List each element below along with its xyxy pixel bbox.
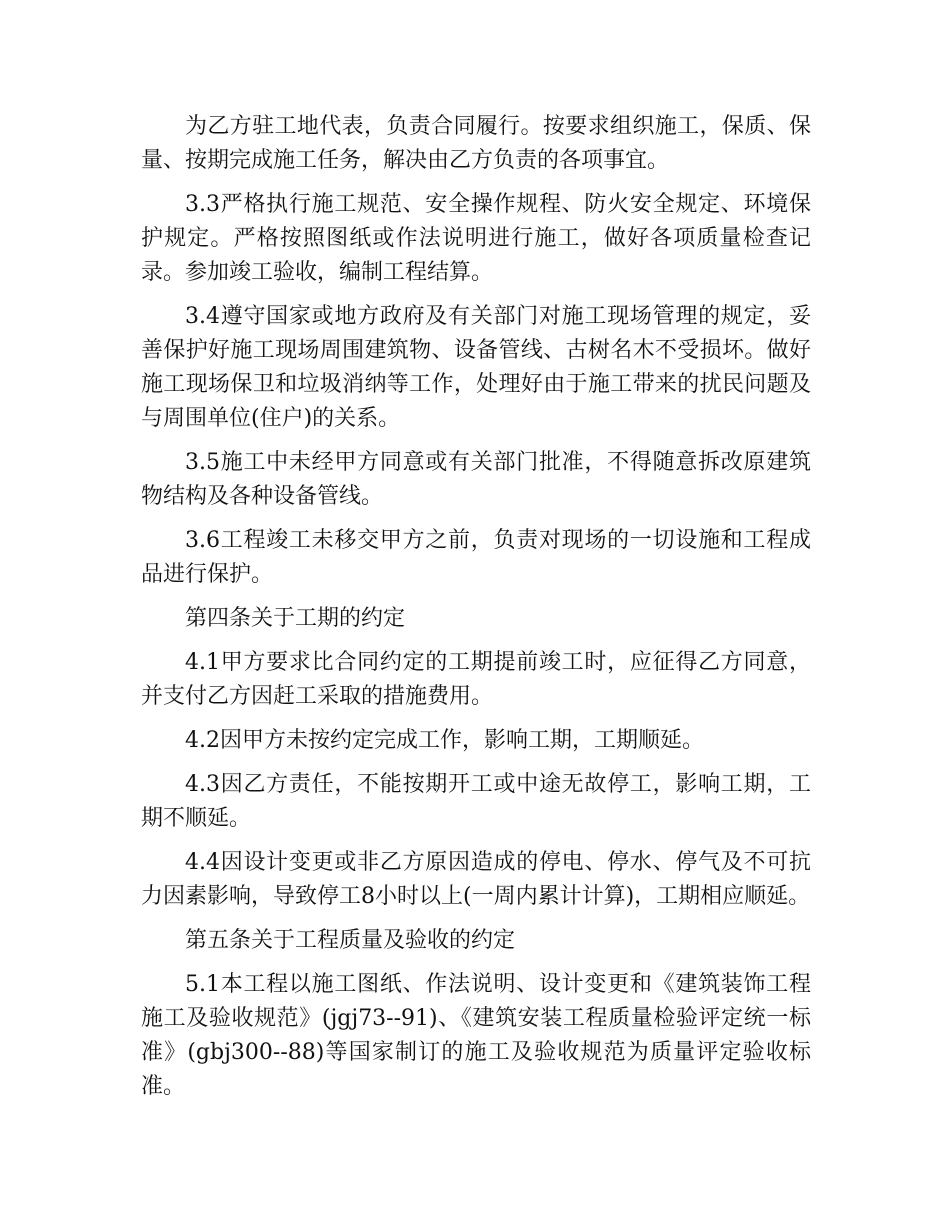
paragraph-4-2: 4.2因甲方未按约定完成工作，影响工期，工期顺延。 xyxy=(185,728,704,753)
section-heading-article-5: 第五条关于工程质量及验收的约定 xyxy=(185,928,516,953)
paragraph-4-1: 4.1甲方要求比合同约定的工期提前竣工时，应征得乙方同意，并支付乙方因赶工采取的措施费用。 xyxy=(141,650,811,709)
paragraph-3-5: 3.5施工中未经甲方同意或有关部门批准，不得随意拆改原建筑物结构及各种设备管线。 xyxy=(141,450,811,509)
paragraph-3-6: 3.6工程竣工未移交甲方之前，负责对现场的一切设施和工程成品进行保护。 xyxy=(141,528,811,587)
section-heading-article-4: 第四条关于工期的约定 xyxy=(185,606,406,631)
paragraph-5-1: 5.1本工程以施工图纸、作法说明、设计变更和《建筑装饰工程施工及验收规范》(jgj73--91)、《建筑安装工程质量检验评定统一标准》(gbj300--88)等国家制订的施工及验收规范为质量评定验收标准。 xyxy=(141,972,811,1099)
paragraph-3-3: 3.3严格执行施工规范、安全操作规程、防火安全规定、环境保护规定。严格按照图纸或作法说明进行施工，做好各项质量检查记录。参加竣工验收，编制工程结算。 xyxy=(141,192,811,285)
paragraph-4-4: 4.4因设计变更或非乙方原因造成的停电、停水、停气及不可抗力因素影响，导致停工8小时以上(一周内累计计算)，工期相应顺延。 xyxy=(141,850,811,909)
paragraph-4-3: 4.3因乙方责任，不能按期开工或中途无故停工，影响工期，工期不顺延。 xyxy=(141,772,811,831)
document-body xyxy=(141,110,811,1114)
paragraph-3-4: 3.4遵守国家或地方政府及有关部门对施工现场管理的规定，妥善保护好施工现场周围建筑物、设备管线、古树名木不受损坏。做好施工现场保卫和垃圾消纳等工作，处理好由于施工带来的扰民问题及与周围单位(住户)的关系。 xyxy=(141,304,811,431)
paragraph-responsibility-continued: 为乙方驻工地代表，负责合同履行。按要求组织施工，保质、保量、按期完成施工任务，解决由乙方负责的各项事宜。 xyxy=(141,114,811,173)
